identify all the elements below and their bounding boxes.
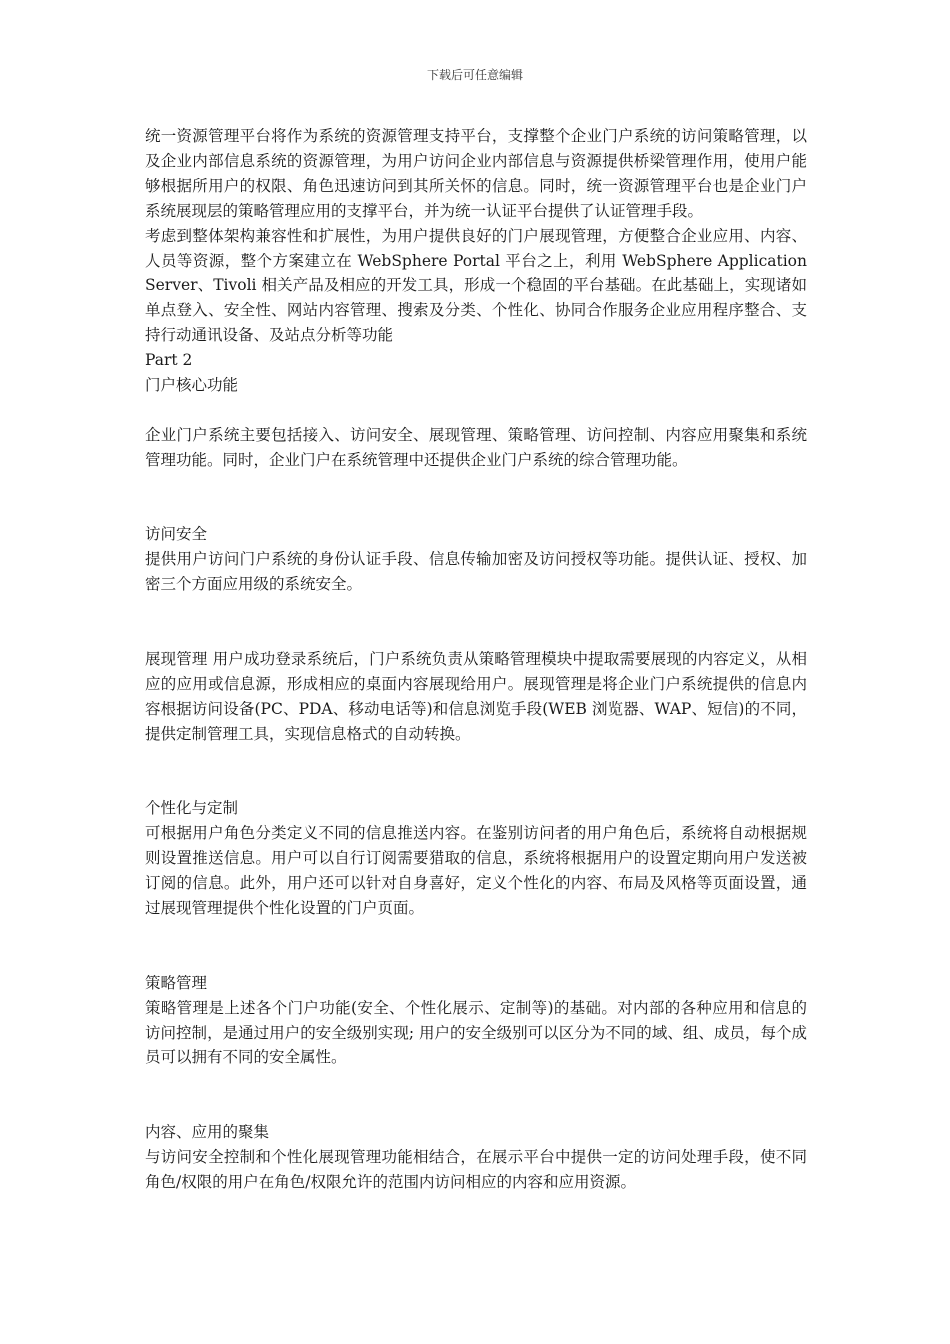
heading-personalization: 个性化与定制: [145, 799, 239, 818]
heading-policy-management: 策略管理: [145, 973, 208, 992]
paragraph-architecture: 考虑到整体架构兼容性和扩展性，为用户提供良好的门户展现管理，方便整合企业应用、内容、人员等资源，整个方案建立在 WebSphere Portal 平台之上，利用 WebSphere Application Server、Tivoli 相关产品及相应的开发工具，形成一个稳固的平台基础。在此基础上，实现诸如单点登入、安全性、网站内容管理、搜索及分类、个性化、协同合作服务企业应用程序整合、支持行动通讯设备、及站点分析等功能: [145, 226, 807, 345]
paragraph-personalization: 可根据用户角色分类定义不同的信息推送内容。在鉴别访问者的用户角色后，系统将自动根据规则设置推送信息。用户可以自行订阅需要猎取的信息，系统将根据用户的设置定期向用户发送被订阅的信息。此外，用户还可以针对自身喜好，定义个性化的内容、布局及风格等页面设置，通过展现管理提供个性化设置的门户页面。: [145, 824, 807, 918]
paragraph-presentation-management: 展现管理 用户成功登录系统后，门户系统负责从策略管理模块中提取需要展现的内容定义，从相应的应用或信息源，形成相应的桌面内容展现给用户。展现管理是将企业门户系统提供的信息内容根据访问设备(PC、PDA、移动电话等)和信息浏览手段(WEB 浏览器、WAP、短信)的不同，提供定制管理工具，实现信息格式的自动转换。: [145, 649, 807, 743]
paragraph-core-functions: 企业门户系统主要包括接入、访问安全、展现管理、策略管理、访问控制、内容应用聚集和系统管理功能。同时，企业门户在系统管理中还提供企业门户系统的综合管理功能。: [145, 425, 807, 469]
heading-core-functions: 门户核心功能: [145, 376, 239, 395]
heading-content-aggregation: 内容、应用的聚集: [145, 1123, 270, 1142]
heading-access-security: 访问安全: [145, 525, 208, 544]
part-label: Part 2: [145, 351, 193, 370]
page-header: 下载后可任意编辑: [426, 68, 523, 82]
paragraph-resource-platform: 统一资源管理平台将作为系统的资源管理支持平台，支撑整个企业门户系统的访问策略管理，以及企业内部信息系统的资源管理，为用户访问企业内部信息与资源提供桥梁管理作用，使用户能够根据所用户的权限、角色迅速访问到其所关怀的信息。同时，统一资源管理平台也是企业门户系统展现层的策略管理应用的支撑平台，并为统一认证平台提供了认证管理手段。: [145, 127, 807, 220]
paragraph-access-security: 提供用户访问门户系统的身份认证手段、信息传输加密及访问授权等功能。提供认证、授权、加密三个方面应用级的系统安全。: [145, 550, 807, 594]
document-body: [145, 124, 807, 1195]
paragraph-policy-management: 策略管理是上述各个门户功能(安全、个性化展示、定制等)的基础。对内部的各种应用和信息的访问控制，是通过用户的安全级别实现; 用户的安全级别可以区分为不同的域、组、成员，每个成员可以拥有不同的安全属性。: [145, 998, 807, 1067]
paragraph-content-aggregation: 与访问安全控制和个性化展现管理功能相结合，在展示平台中提供一定的访问处理手段，使不同角色/权限的用户在角色/权限允许的范围内访问相应的内容和应用资源。: [145, 1148, 807, 1191]
